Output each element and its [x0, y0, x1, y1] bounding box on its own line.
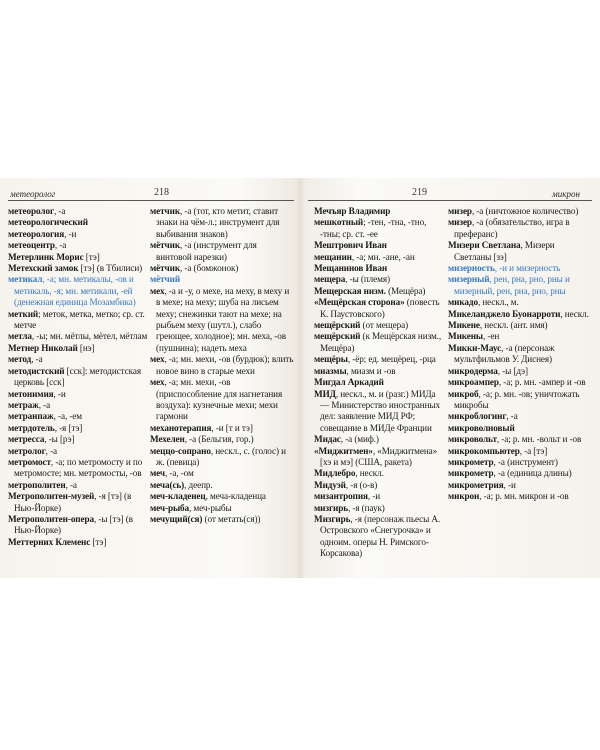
dictionary-entry — [8, 217, 148, 228]
entry-definition: , нескл., с. (голос) и ж. (певица) — [156, 445, 286, 467]
entry-definition: [нэ] — [77, 342, 95, 353]
entry-headword: Мидас — [314, 434, 341, 445]
entry-headword: Метехский замок — [8, 263, 79, 274]
entry-definition: , -а и -у, о мехе, на меху, в меху и в мехе; на меху; шуба на лисьем меху; снежинки тают на мехе; на рыбьем меху (шутл.), слабо греющее, холодное); мн. меха, -ов (пушнина); надеть меха — [156, 285, 290, 353]
dictionary-entry — [314, 366, 444, 377]
entry-definition: , -и — [367, 491, 381, 502]
entry-headword: Микеланджело Буонарроти — [448, 308, 561, 319]
entry-headword: микроампер — [448, 377, 499, 388]
entry-headword: микроблогинг — [448, 411, 507, 422]
dictionary-entry — [150, 206, 294, 240]
entry-definition: , -а; р. мн. микрон и -ов — [479, 491, 569, 502]
entry-definition: [тэ] — [83, 251, 100, 262]
header-rule — [308, 200, 592, 201]
entry-definition: , -а — [506, 411, 518, 422]
entry-headword: мизер — [448, 206, 472, 216]
dictionary-entry — [150, 286, 294, 354]
page-number: 219 — [412, 187, 427, 198]
entry-headword: Метрополитен-опера — [8, 513, 94, 524]
entry-definition: , рен, рна, рно, рны и мизерный, рен, рна, рно, рны — [454, 274, 570, 296]
dictionary-entry — [8, 343, 148, 354]
entry-definition: , -я [тэ] — [54, 422, 83, 433]
entry-headword: Микене — [448, 320, 480, 331]
entry-definition: , -а; р. мн. -ов; уничтожать микробы — [454, 388, 580, 410]
entry-definition: ; меток, метка, метко; ср. ст. метче — [14, 308, 145, 331]
dictionary-entry — [314, 217, 444, 240]
entry-headword: метла — [8, 331, 32, 342]
entry-headword: метранпаж — [8, 411, 54, 422]
entry-definition: , -ы; мн. мётлы, мётел, мётлам — [31, 331, 148, 342]
entry-headword: мещера — [314, 274, 346, 285]
dictionary-entry — [150, 503, 294, 514]
dictionary-entry — [448, 434, 594, 445]
dictionary-entry — [150, 434, 294, 445]
entry-definition: (Мещёра) — [385, 285, 426, 296]
entry-headword: мётчий — [150, 274, 181, 285]
entry-headword: «Мещёрская сторона» — [314, 297, 405, 308]
entry-headword: микровольт — [448, 434, 497, 445]
running-head: микрон — [552, 189, 580, 199]
entry-definition: (к Мещёрская низм., Мещёра) — [320, 331, 442, 353]
entry-headword: меццо-сопрано — [150, 445, 211, 456]
dictionary-entry — [8, 446, 148, 457]
dictionary-entry — [448, 446, 594, 457]
page-number: 218 — [154, 187, 169, 198]
entry-definition: , -а; мн. мехи, -ов (бурдюк); влить новое вино в старые мехи — [156, 354, 294, 376]
entry-headword: метчик — [150, 206, 181, 216]
entry-headword: мех — [150, 285, 165, 296]
dictionary-entry — [448, 274, 594, 297]
dictionary-entry — [448, 331, 594, 342]
entry-definition: [сск]: методистская церковь [сск] — [14, 365, 141, 388]
dictionary-entry — [314, 252, 444, 263]
dictionary-entry — [448, 411, 594, 422]
dictionary-entry — [150, 263, 294, 274]
entry-headword: механотерапия — [150, 422, 212, 433]
entry-headword: метресса — [8, 434, 45, 445]
entry-definition: , -я (паук) — [347, 502, 385, 513]
entry-definition: , -ёр; ед. мещёрец, -рца — [347, 354, 436, 365]
entry-definition: (повесть К. Паустовского) — [320, 297, 440, 319]
entry-headword: микрон — [448, 491, 480, 502]
dictionary-entry — [150, 491, 294, 502]
entry-headword: Мещерская низм. — [314, 285, 386, 296]
dictionary-entry — [448, 217, 594, 240]
entry-definition: , -а (миф.) — [340, 434, 379, 445]
entry-headword: мизерность — [448, 263, 495, 274]
entry-headword: метромост — [8, 456, 51, 467]
entry-definition: , -и [т и тэ] — [211, 422, 253, 433]
dictionary-entry — [150, 480, 294, 491]
entry-definition: , -я (персонаж пьесы А. Островского «Снегурочка» и одноим. оперы Н. Римского-Корсакова) — [320, 513, 441, 559]
entry-definition: ; -тен, -тна, -тно, -тны; ср. ст. -ее — [320, 217, 427, 239]
entry-definition: (от метать(ся)) — [202, 513, 261, 524]
dictionary-entry — [8, 423, 148, 434]
dictionary-entry — [314, 377, 444, 388]
running-head: метеоролог — [10, 189, 56, 199]
entry-headword: Метнер Николай — [8, 342, 78, 353]
dictionary-entry — [448, 423, 594, 434]
dictionary-entry — [314, 514, 444, 560]
entry-headword: микроб — [448, 388, 479, 399]
dictionary-entry — [150, 274, 294, 285]
entry-headword: мещанин — [314, 251, 352, 262]
dictionary-entry — [8, 229, 148, 240]
entry-definition: , нескл. — [355, 468, 384, 479]
dictionary-entry — [150, 446, 294, 469]
entry-headword: Мещанинов Иван — [314, 263, 388, 274]
dictionary-entry — [150, 354, 294, 377]
entry-headword: мизерный — [448, 274, 490, 285]
dictionary-entry — [8, 263, 148, 274]
entry-definition: , -а (единица длины) — [493, 468, 572, 479]
entry-definition: , -и — [53, 388, 66, 399]
dictionary-entry — [448, 491, 594, 502]
dictionary-entry — [448, 240, 594, 263]
entry-headword: микрометрия — [448, 479, 504, 490]
entry-headword: мизгирь — [314, 502, 348, 513]
entry-definition: , -ы [дэ] — [497, 365, 528, 376]
entry-definition: , нескл. (ант. имя) — [479, 320, 548, 331]
entry-headword: метикал — [8, 274, 43, 285]
entry-headword: Микены — [448, 331, 483, 342]
entry-definition: , -а (тот, кто метит, ставит знаки на чём-л.; инструмент для выбивания знаков) — [156, 206, 280, 239]
dictionary-entry — [8, 206, 148, 217]
dictionary-entry — [8, 411, 148, 422]
dictionary-entry — [314, 446, 444, 469]
entry-headword: мечущий(ся) — [150, 513, 203, 524]
dictionary-entry — [314, 263, 444, 274]
dictionary-entry — [8, 434, 148, 445]
dictionary-entry — [8, 537, 148, 548]
entry-headword: метраж — [8, 399, 39, 410]
entry-definition: , -ы [рэ] — [44, 434, 75, 445]
dictionary-entry — [8, 331, 148, 342]
right-page — [302, 178, 600, 578]
entry-headword: метролог — [8, 445, 46, 456]
entry-definition: , -а (инструмент) — [493, 456, 558, 467]
entry-headword: мешкотный — [314, 217, 364, 228]
entry-definition: , деепр. — [184, 479, 213, 490]
entry-headword: мех — [150, 354, 165, 365]
entry-headword: Мизгирь — [314, 513, 351, 524]
entry-definition: , -а; мн. -ане, -ан — [351, 251, 415, 262]
entry-definition: , -а; по метромосту и по метромосте; мн. метромосты, -ов — [14, 456, 143, 479]
entry-headword: метеоцентр — [8, 240, 55, 251]
entry-headword: метрдотель — [8, 422, 55, 433]
entry-definition: , -и — [64, 228, 77, 239]
dictionary-entry — [314, 286, 444, 297]
entry-headword: мещёры — [314, 354, 348, 365]
dictionary-entry — [8, 480, 148, 491]
dictionary-entry — [448, 468, 594, 479]
dictionary-entry — [314, 240, 444, 251]
dictionary-entry — [8, 389, 148, 400]
entry-definition: , -а; р. мн. -вольт и -ов — [496, 434, 582, 445]
dictionary-entry — [8, 400, 148, 411]
dictionary-entry — [314, 468, 444, 479]
dictionary-entry — [314, 297, 444, 320]
dictionary-entry — [448, 389, 594, 412]
entry-definition: , меча-кладенца — [205, 491, 266, 502]
entry-definition: , -и и мизерность — [494, 263, 561, 274]
entry-headword: метод — [8, 354, 32, 365]
entry-definition: , -а — [54, 240, 67, 251]
dictionary-entry — [448, 343, 594, 366]
entry-headword: метонимия — [8, 388, 54, 399]
entry-definition: , -а (ничтожное количество) — [471, 206, 579, 216]
entry-headword: меткий — [8, 308, 39, 319]
entry-headword: меч-рыба — [150, 502, 190, 513]
dictionary-entry — [150, 423, 294, 434]
dictionary-entry — [448, 457, 594, 468]
dictionary-entry — [314, 320, 444, 331]
dictionary-entry — [8, 514, 148, 537]
entry-headword: мизантропия — [314, 491, 368, 502]
dictionary-entry — [448, 366, 594, 377]
entry-headword: меч-кладенец — [150, 491, 206, 502]
dictionary-entry — [314, 389, 444, 435]
entry-definition: , «Миджитмена» [хэ и мэ] (США, ракета) — [320, 445, 438, 467]
entry-headword: мётчик — [150, 240, 181, 251]
entry-definition: (от мещера) — [360, 320, 409, 331]
entry-definition: , -а, -ом — [165, 468, 194, 479]
entry-definition: , -ы [тэ] (в Нью-Йорке) — [14, 513, 133, 536]
dictionary-entry — [8, 252, 148, 263]
entry-definition: [тэ] (в Тбилиси) — [78, 263, 143, 274]
entry-headword: мех — [150, 377, 165, 388]
entry-definition: , Мизери Светланы [зэ] — [454, 240, 555, 262]
column-1 — [8, 206, 148, 548]
entry-headword: миазмы — [314, 365, 347, 376]
entry-headword: «Миджитмен» — [314, 445, 373, 456]
entry-headword: Мештрович Иван — [314, 240, 387, 251]
dictionary-entry — [8, 354, 148, 365]
dictionary-entry — [314, 480, 444, 491]
dictionary-entry — [8, 366, 148, 389]
entry-definition: , -а — [38, 399, 51, 410]
entry-headword: микрометр — [448, 456, 494, 467]
dictionary-entry — [448, 320, 594, 331]
entry-definition: , нескл. — [560, 308, 589, 319]
entry-headword: Микки-Маус — [448, 342, 502, 353]
open-book-spread — [0, 178, 600, 578]
entry-definition: , -а; р. мн. -ампер и -ов — [498, 377, 586, 388]
entry-definition: , нескл., м. — [477, 297, 519, 308]
entry-headword: метрополитен — [8, 479, 66, 490]
dictionary-entry — [150, 514, 294, 525]
entry-definition: , -а (персонаж мультфильмов У. Диснея) — [454, 342, 555, 365]
entry-definition: , -а, -ем — [53, 411, 82, 422]
dictionary-entry — [314, 503, 444, 514]
entry-headword: Мехелен — [150, 434, 185, 445]
entry-definition: , -а (обязательство, игра в преферанс) — [454, 217, 570, 239]
entry-definition: , -ы (племя) — [345, 274, 390, 285]
entry-headword: Мизери Светлана — [448, 240, 521, 251]
entry-headword: МИД — [314, 388, 336, 399]
dictionary-entry — [8, 274, 148, 308]
entry-definition: [тэ] — [90, 536, 107, 547]
dictionary-entry — [150, 240, 294, 263]
entry-headword: мизер — [448, 217, 472, 228]
entry-definition: , -а — [54, 206, 66, 216]
dictionary-entry — [314, 206, 444, 217]
entry-definition: , -я (о-в) — [345, 479, 378, 490]
entry-headword: метеоролог — [8, 206, 55, 216]
entry-definition: , -а — [45, 445, 58, 456]
entry-headword: мётчик — [150, 263, 181, 274]
entry-definition: , -а; мн. метикалы, -ов и метикаль, -я; мн. метикали, -ей (денежная единица Мозамбика) — [14, 274, 136, 308]
dictionary-entry — [150, 468, 294, 479]
entry-headword: Меттерних Клеменс — [8, 536, 91, 547]
entry-headword: микрокомпьютер — [448, 445, 520, 456]
entry-headword: методистский — [8, 365, 65, 376]
entry-definition: , -а (бомжонок) — [180, 263, 239, 274]
entry-headword: Метерлинк Морис — [8, 251, 84, 262]
entry-headword: меча(сь) — [150, 479, 185, 490]
entry-headword: Мечъяр Владимир — [314, 206, 391, 216]
dictionary-entry — [448, 480, 594, 491]
dictionary-entry — [448, 263, 594, 274]
entry-headword: микроволновый — [448, 422, 515, 433]
entry-definition: , -а — [65, 479, 77, 490]
dictionary-entry — [448, 377, 594, 388]
entry-definition: , -а — [31, 354, 43, 365]
entry-definition: , -а (инструмент для винтовой нарезки) — [156, 240, 257, 262]
dictionary-entry — [8, 457, 148, 480]
entry-definition: , -и — [503, 479, 516, 490]
column-2 — [448, 206, 594, 503]
entry-headword: мещёрский — [314, 331, 361, 342]
entry-headword: микродерма — [448, 365, 498, 376]
entry-headword: Мигдал Аркадий — [314, 377, 384, 388]
entry-headword: метеорологический — [8, 217, 88, 228]
dictionary-entry — [150, 377, 294, 423]
left-page — [0, 178, 298, 578]
dictionary-entry — [448, 206, 594, 217]
header-rule — [8, 200, 294, 201]
entry-definition: , нескл., м. и (разг.) МИДа — Министерство иностранных дел: заявление МИД РФ; совещание в МИДе Франции — [320, 388, 440, 433]
entry-definition: , -а [тэ] — [519, 445, 548, 456]
entry-headword: метеорология — [8, 228, 65, 239]
dictionary-entry — [8, 240, 148, 251]
dictionary-entry — [314, 434, 444, 445]
entry-headword: Мидлебро — [314, 468, 356, 479]
entry-headword: Мидуэй — [314, 479, 346, 490]
entry-headword: меч — [150, 468, 165, 479]
entry-definition: , меч-рыбы — [189, 502, 232, 513]
entry-headword: микрометр — [448, 468, 494, 479]
entry-definition: , -а; мн. мехи, -ов (приспособление для нагнетания воздуха): кузнечные мехи; мехи гармони — [156, 377, 283, 422]
dictionary-entry — [314, 331, 444, 354]
entry-headword: Метрополитен-музей — [8, 491, 95, 502]
column-1 — [314, 206, 444, 560]
entry-definition: , миазм и -ов — [346, 365, 396, 376]
dictionary-entry — [314, 274, 444, 285]
entry-headword: микадо — [448, 297, 478, 308]
dictionary-entry — [448, 309, 594, 320]
dictionary-entry — [448, 297, 594, 308]
entry-definition: , -а (Бельгия, гор.) — [184, 434, 254, 445]
dictionary-entry — [8, 309, 148, 332]
column-2 — [150, 206, 294, 525]
dictionary-entry — [314, 354, 444, 365]
dictionary-entry — [314, 491, 444, 502]
entry-headword: мещёрский — [314, 320, 361, 331]
entry-definition: , -ен — [482, 331, 500, 342]
entry-definition: , -я [тэ] (в Нью-Йорке) — [14, 491, 132, 513]
dictionary-entry — [8, 491, 148, 514]
